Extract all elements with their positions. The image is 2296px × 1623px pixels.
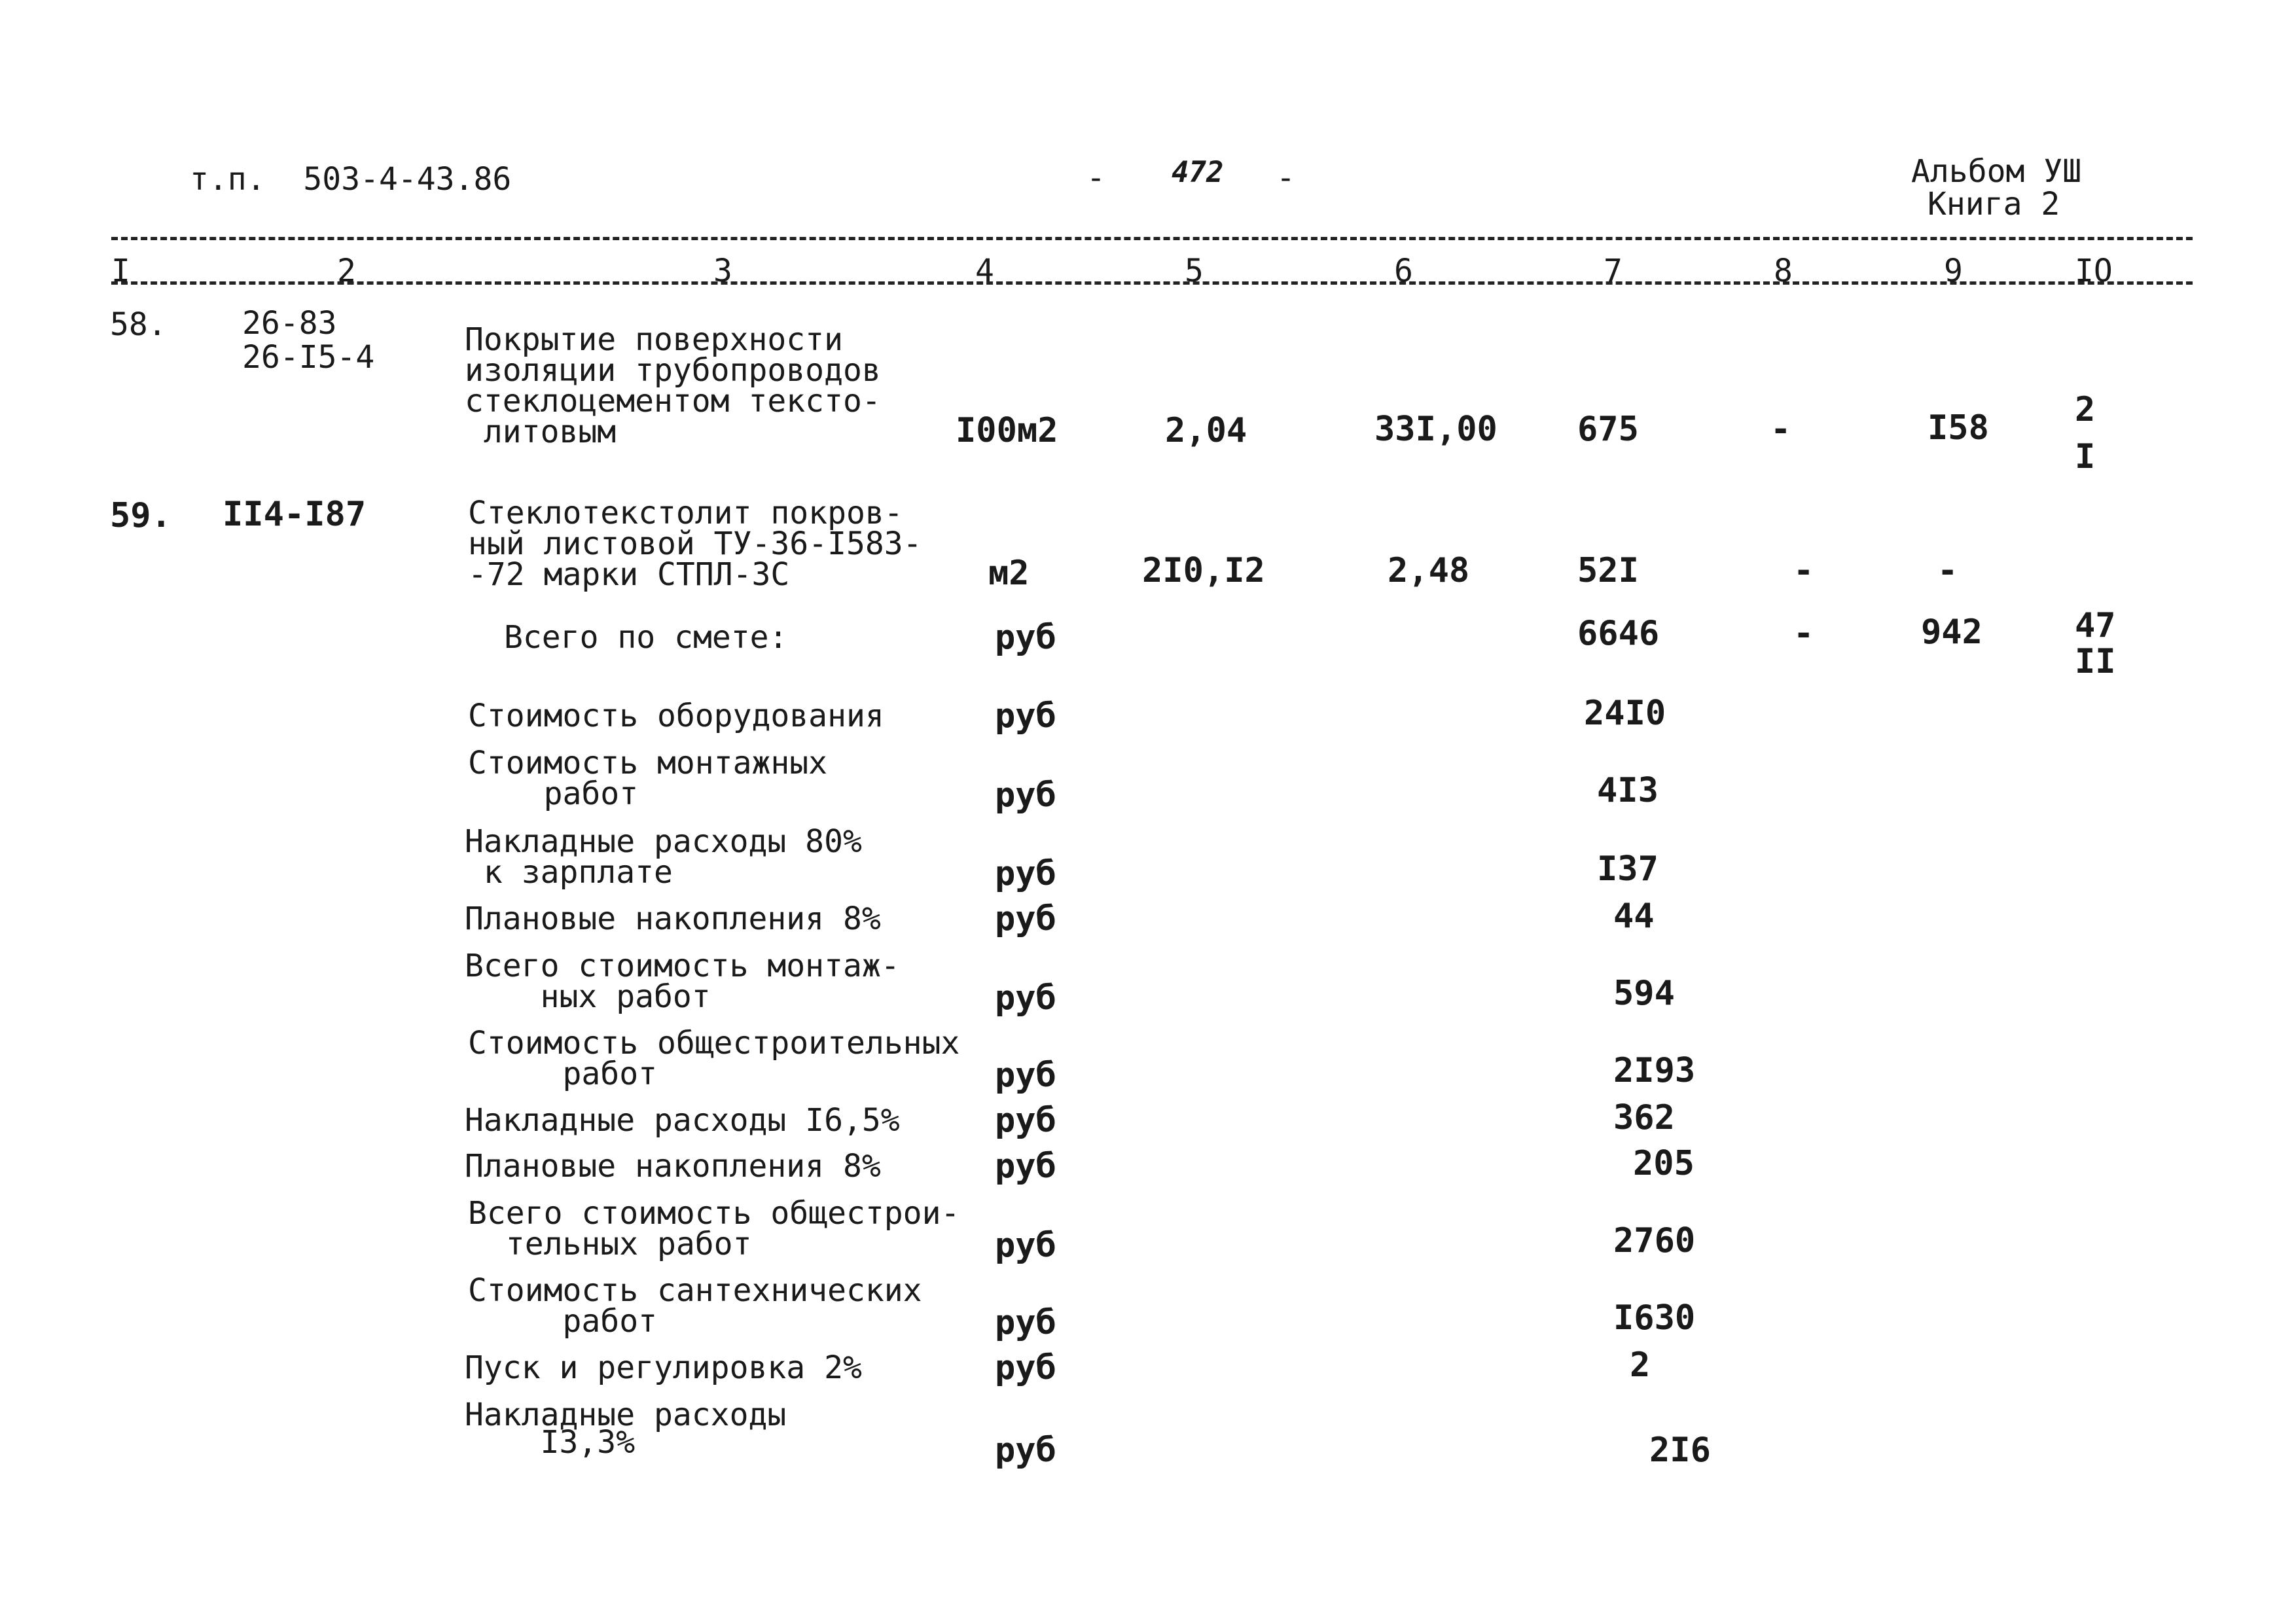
summary-installation-unit: руб: [995, 776, 1056, 815]
item-58-total: 675: [1577, 410, 1639, 449]
item-59-desc-line-2: ный листовой ТУ-36-I583-: [468, 526, 922, 562]
item-58-code-2: 26-I5-4: [242, 339, 375, 376]
column-header-3: 3: [713, 253, 732, 289]
summary-total-construction-label-1: Всего стоимость общестрои-: [468, 1195, 960, 1232]
item-59-price: 2,48: [1388, 551, 1470, 590]
item-58-col8: -: [1770, 410, 1791, 449]
column-header-2: 2: [337, 253, 356, 289]
summary-planned-savings-8-label: Плановые накопления 8%: [465, 901, 881, 937]
summary-overhead-13-unit: руб: [995, 1431, 1056, 1470]
item-59-total: 52I: [1577, 551, 1639, 590]
summary-overhead-16-value: 362: [1613, 1098, 1675, 1137]
summary-planned-savings-8b-value: 205: [1633, 1144, 1695, 1183]
item-58-desc-line-4: литовым: [465, 414, 617, 450]
item-59-qty: 2I0,I2: [1142, 551, 1265, 590]
summary-total-installation-unit: руб: [995, 978, 1056, 1018]
column-header-1: I: [111, 253, 130, 289]
column-header-5: 5: [1185, 253, 1204, 289]
column-header-7: 7: [1604, 253, 1623, 289]
summary-installation-label-2: работ: [468, 776, 639, 812]
item-58-unit: I00м2: [956, 411, 1058, 450]
item-58-desc-line-3: стеклоцементом тексто-: [465, 383, 881, 419]
item-58-col10-bottom: I: [2075, 437, 2096, 476]
summary-total-installation-value: 594: [1613, 974, 1675, 1013]
summary-total-construction-value: 2760: [1613, 1221, 1696, 1260]
book-label: Книга 2: [1928, 186, 2060, 223]
estimate-total-label: Всего по смете:: [504, 619, 788, 656]
summary-planned-savings-8-value: 44: [1613, 897, 1655, 936]
item-59-col9: -: [1937, 551, 1958, 590]
item-59-desc-line-3: -72 марки СТПЛ-3С: [468, 556, 790, 593]
summary-startup-label: Пуск и регулировка 2%: [465, 1349, 862, 1386]
summary-equipment-unit: руб: [995, 696, 1056, 736]
item-58-col10-top: 2: [2075, 390, 2096, 429]
item-58-desc-line-2: изоляции трубопроводов: [465, 352, 881, 389]
page-number: 472: [1172, 156, 1224, 189]
summary-planned-savings-8-unit: руб: [995, 899, 1056, 938]
summary-total-construction-unit: руб: [995, 1226, 1056, 1265]
summary-overhead-13-label-1: Накладные расходы: [465, 1397, 787, 1433]
item-58-price: 33I,00: [1374, 410, 1498, 449]
summary-startup-unit: руб: [995, 1348, 1056, 1387]
summary-construction-label-1: Стоимость общестроительных: [468, 1025, 960, 1061]
summary-overhead-80-unit: руб: [995, 854, 1056, 893]
summary-overhead-80-label-2: к зарплате: [465, 854, 673, 891]
page-dash-left: -: [1086, 160, 1105, 196]
estimate-total-value: 6646: [1577, 614, 1660, 653]
summary-total-construction-label-2: тельных работ: [468, 1226, 752, 1262]
item-59-code: II4-I87: [223, 495, 367, 534]
summary-overhead-13-label-2: I3,3%: [465, 1424, 636, 1461]
column-header-6: 6: [1394, 253, 1413, 289]
document-code: т.п. 503-4-43.86: [190, 161, 512, 198]
summary-construction-unit: руб: [995, 1056, 1056, 1095]
item-59-unit: м2: [988, 554, 1030, 593]
item-58-code-1: 26-83: [242, 305, 337, 342]
summary-construction-label-2: работ: [468, 1056, 657, 1092]
page-dash-right: -: [1276, 160, 1295, 196]
summary-total-installation-label-2: ных работ: [465, 978, 711, 1015]
item-58-desc-line-1: Покрытие поверхности: [465, 321, 843, 358]
summary-planned-savings-8b-label: Плановые накопления 8%: [465, 1148, 881, 1185]
column-header-4: 4: [975, 253, 994, 289]
album-label: Альбом УШ: [1911, 153, 2082, 190]
estimate-total-col10-bottom: II: [2075, 642, 2116, 681]
summary-equipment-value: 24I0: [1584, 694, 1666, 733]
column-header-9: 9: [1944, 253, 1963, 289]
column-header-rule: [111, 281, 2193, 285]
estimate-total-unit: руб: [995, 618, 1056, 657]
summary-installation-label-1: Стоимость монтажных: [468, 745, 828, 781]
summary-total-installation-label-1: Всего стоимость монтаж-: [465, 948, 900, 984]
item-59-desc-line-1: Стеклотекстолит покров-: [468, 495, 903, 531]
summary-construction-value: 2I93: [1613, 1051, 1696, 1090]
summary-planned-savings-8b-unit: руб: [995, 1147, 1056, 1186]
summary-overhead-16-label: Накладные расходы I6,5%: [465, 1102, 900, 1139]
summary-installation-value: 4I3: [1597, 771, 1659, 810]
summary-plumbing-label-2: работ: [468, 1303, 657, 1340]
item-59-col8: -: [1793, 551, 1814, 590]
summary-equipment-label: Стоимость оборудования: [468, 698, 884, 734]
item-58-qty: 2,04: [1165, 411, 1247, 450]
summary-plumbing-value: I630: [1613, 1298, 1696, 1338]
estimate-total-col8: -: [1793, 614, 1814, 653]
summary-plumbing-label-1: Стоимость сантехнических: [468, 1272, 922, 1309]
summary-overhead-16-unit: руб: [995, 1101, 1056, 1140]
table-top-rule: [111, 237, 2193, 240]
summary-overhead-80-value: I37: [1597, 849, 1659, 889]
item-58-number: 58.: [110, 306, 167, 343]
column-header-10: IO: [2075, 253, 2113, 289]
column-header-8: 8: [1774, 253, 1793, 289]
summary-overhead-13-value: 2I6: [1649, 1431, 1711, 1470]
item-58-col9: I58: [1928, 408, 1989, 448]
summary-plumbing-unit: руб: [995, 1303, 1056, 1342]
summary-startup-value: 2: [1630, 1346, 1651, 1385]
estimate-total-col9: 942: [1921, 613, 1982, 652]
summary-overhead-80-label-1: Накладные расходы 80%: [465, 823, 862, 860]
estimate-total-col10-top: 47: [2075, 606, 2116, 645]
item-59-number: 59.: [110, 496, 171, 535]
